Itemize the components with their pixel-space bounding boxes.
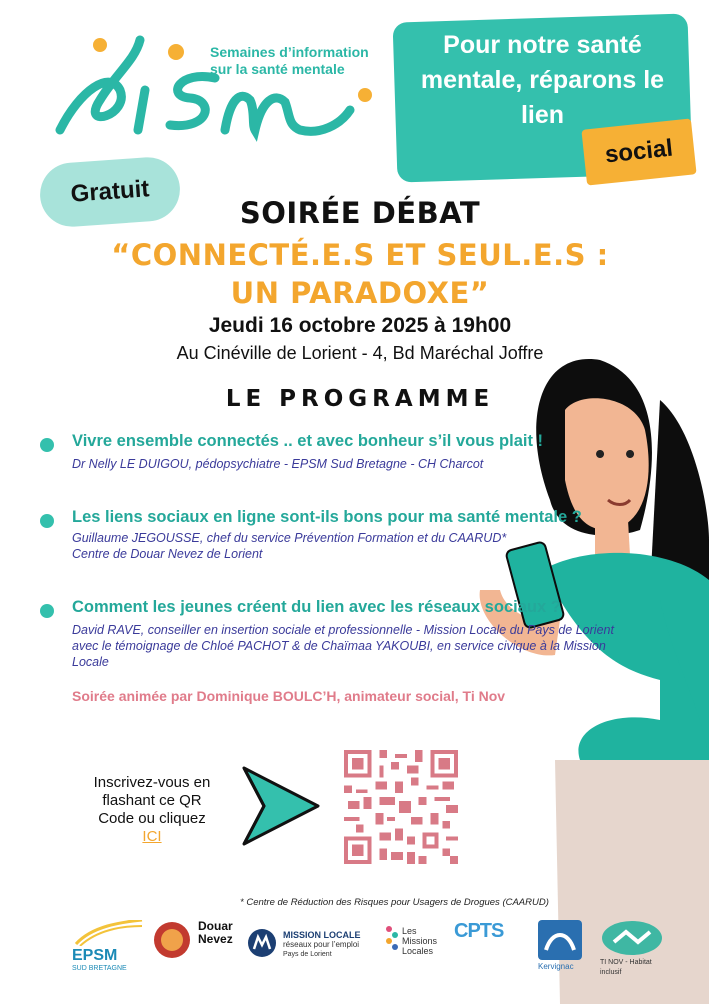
footnote: * Centre de Réduction des Risques pour Usagers de Drogues (CAARUD) (240, 897, 549, 908)
event-venue: Au Cinéville de Lorient - 4, Bd Maréchal Joffre (176, 343, 544, 363)
kervignac-icon (538, 920, 582, 960)
cpts-logo (454, 920, 524, 942)
animated-by: Soirée animée par Dominique BOULC’H, animateur social, Ti Nov (72, 688, 506, 704)
program-item-detail: Dr Nelly LE DUIGOU, pédopsychiatre - EPSM Sud Bretagne - CH Charcot (72, 457, 484, 471)
event-type: SOIRÉE DÉBAT (239, 196, 481, 230)
missions-locales-name: Les Missions Locales (402, 926, 438, 956)
cpts-name: CPTS (454, 920, 504, 942)
epsm-logo (72, 920, 144, 974)
slogan-text: Pour notre santé mentale, réparons le lien (420, 31, 665, 129)
program-item-title: Comment les jeunes créent du lien avec les réseaux sociaux ? (72, 598, 561, 616)
kervignac-name: Kervignac (538, 962, 574, 971)
program-item-detail: avec le témoignage de Chloé PACHOT & de Chaïmaa YAKOUBI, en service civique à la Mission (72, 639, 606, 653)
registration-link[interactable]: ICI (142, 828, 162, 845)
registration-instructions: Inscrivez-vous en flashant ce QR Code ou cliquez (93, 774, 211, 827)
event-date: Jeudi 16 octobre 2025 à 19h00 (208, 314, 512, 337)
gratuit-badge: Gratuit (38, 155, 182, 229)
kervignac-logo (538, 920, 593, 972)
mission-locale-icon (247, 928, 277, 958)
arrow-right-icon (238, 764, 322, 848)
epsm-name: EPSM (72, 947, 118, 964)
slogan-highlight-badge: social (581, 118, 696, 185)
program-item-detail: Centre de Douar Nevez de Lorient (72, 547, 263, 561)
bullet-icon (40, 438, 54, 452)
mission-locale-area: Pays de Lorient (283, 951, 332, 958)
tinov-logo (600, 920, 672, 978)
program-item-detail: David RAVE, conseiller en insertion sociale et professionnelle - Mission Locale du Pays de Lorient (72, 623, 614, 637)
mission-locale-name: MISSION LOCALE (283, 930, 361, 940)
tinov-name: TI NOV - Habitat inclusif (600, 959, 652, 976)
program-item-title: Les liens sociaux en ligne sont-ils bons pour ma santé mentale ? (72, 508, 582, 526)
epsm-wave-icon (72, 920, 144, 946)
program-item-title: Vivre ensemble connectés .. et avec bonheur s’il vous plait ! (72, 432, 544, 450)
qr-code[interactable] (344, 750, 458, 864)
dots-icon (384, 924, 400, 954)
registration-text (92, 774, 212, 846)
event-title: “CONNECTÉ.E.S ET SEUL.E.S : UN PARADOXE” (111, 238, 609, 310)
bullet-icon (40, 514, 54, 528)
tinov-icon (600, 920, 664, 956)
program-heading: LE PROGRAMME (225, 386, 495, 412)
douar-nevez-name: Douar Nevez (198, 919, 233, 946)
logo-tagline: Semaines d’information sur la santé mentale (210, 44, 369, 77)
bullet-icon (40, 604, 54, 618)
program-item-detail: Locale (72, 655, 109, 669)
partner-logos (72, 910, 672, 990)
mission-locale-sub: réseaux pour l’emploi (283, 940, 360, 949)
program-item-detail: Guillaume JEGOUSSE, chef du service Prévention Formation et du CAARUD* (72, 531, 507, 545)
douar-nevez-circle-icon (152, 920, 192, 960)
epsm-sub: SUD BRETAGNE (72, 965, 127, 972)
